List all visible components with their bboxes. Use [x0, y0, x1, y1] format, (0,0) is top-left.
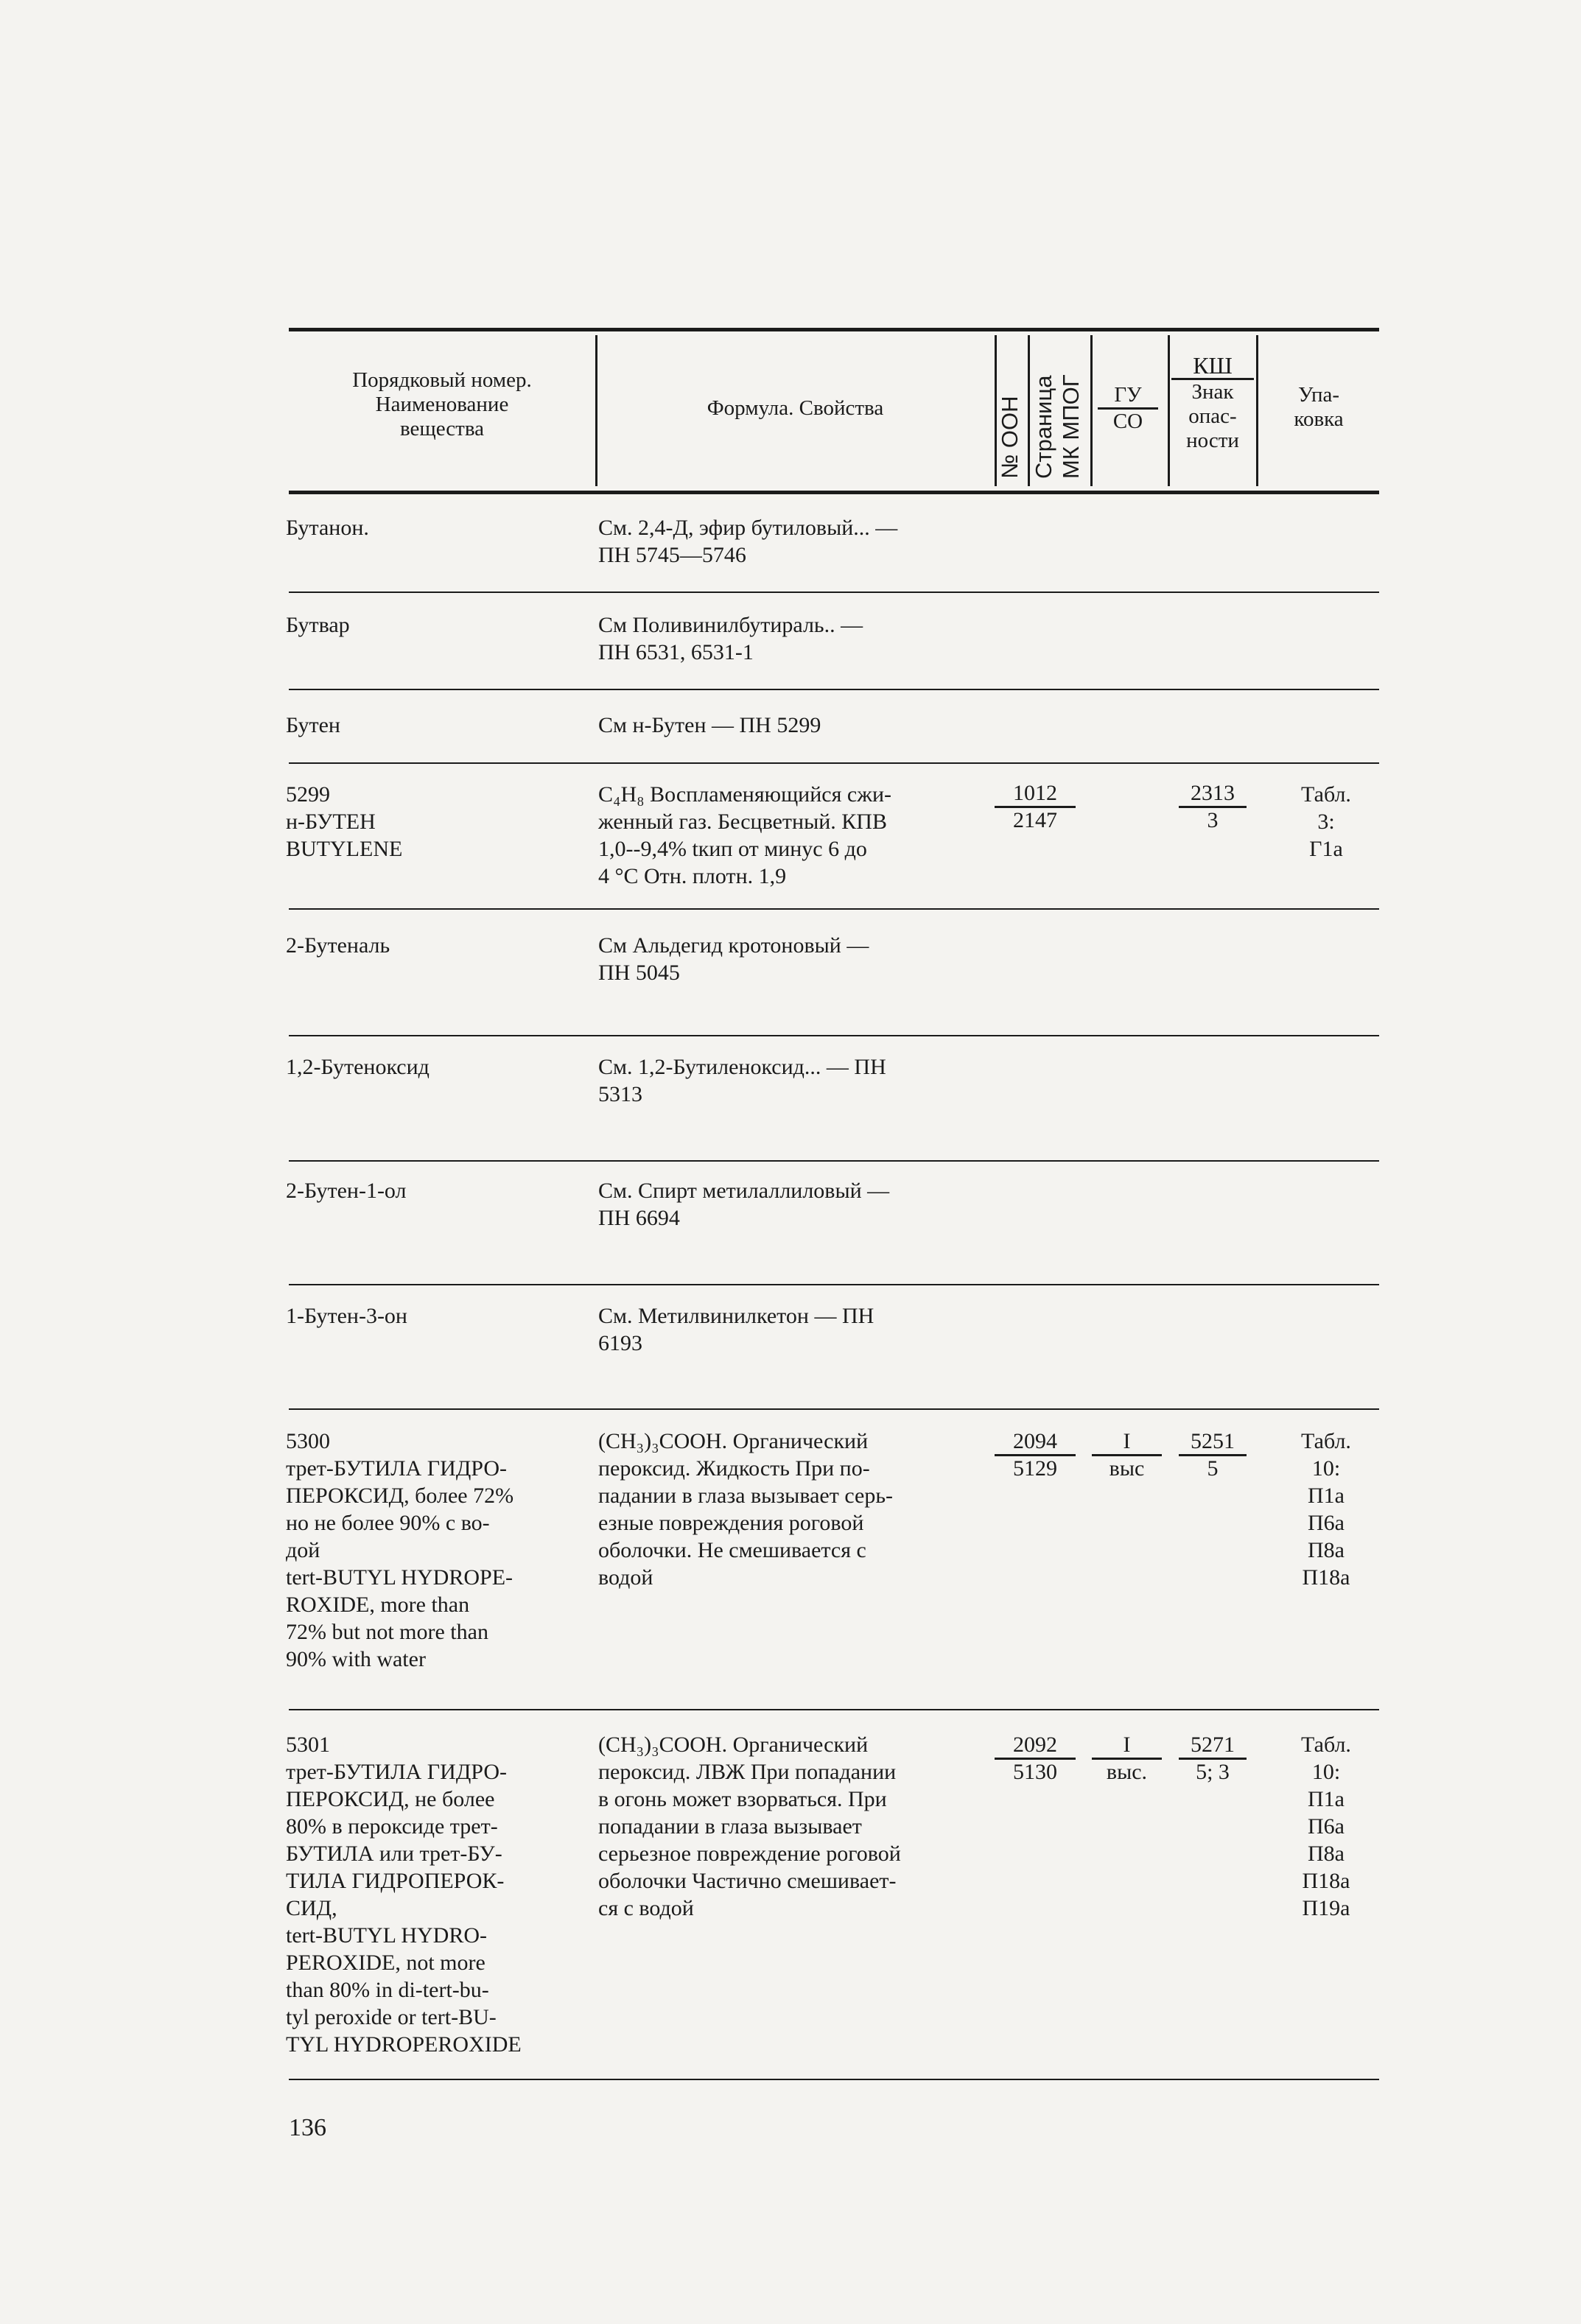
row-separator	[289, 908, 1379, 910]
gu-code	[1092, 1429, 1162, 1481]
entry-name	[286, 712, 589, 739]
packaging	[1282, 1428, 1370, 1591]
pack-line: П6а	[1308, 1814, 1345, 1839]
entry-name-line: трет-БУТИЛА ГИДРО-	[286, 1456, 507, 1481]
header-formula-column: Формула. Свойства	[707, 396, 884, 420]
gu-value: I	[1092, 1429, 1162, 1456]
ksh-code	[1179, 781, 1247, 833]
co-value: выс.	[1106, 1760, 1148, 1784]
header-ksh	[1171, 354, 1254, 453]
entry-prop-line: ПН 6531, 6531-1	[598, 640, 754, 664]
pack-line: 10:	[1311, 1760, 1341, 1784]
entry-name-line: 5299	[286, 782, 330, 807]
entry-prop-line: падании в глаза вызывает серь-	[598, 1484, 894, 1508]
entry-name-line: PEROXIDE, not more	[286, 1951, 485, 1975]
header-ksh-line: ности	[1186, 429, 1239, 452]
entry-name-line: но не более 90% с во-	[286, 1511, 490, 1535]
mk-page-value: 5129	[1013, 1456, 1057, 1481]
header-gu	[1098, 383, 1158, 434]
pack-line: Г1а	[1309, 837, 1343, 861]
entry-name-line: tyl peroxide or tert-BU-	[286, 2005, 497, 2029]
pack-line: П6а	[1308, 1511, 1345, 1535]
co-value: выс	[1109, 1456, 1145, 1481]
entry-name-line: Бутанон.	[286, 516, 369, 540]
page-number: 136	[289, 2114, 326, 2141]
entry-name-line: дой	[286, 1538, 320, 1562]
pack-line: П8а	[1308, 1842, 1345, 1866]
entry-properties	[598, 611, 996, 666]
entry-name-line: ПЕРОКСИД, не более	[286, 1787, 495, 1811]
mk-page-value: 2147	[1013, 808, 1057, 832]
pack-line: Табл.	[1301, 782, 1351, 807]
entry-name	[286, 1053, 589, 1081]
entry-prop-line: попадании в глаза вызывает	[598, 1814, 862, 1839]
entry-prop-line: пероксид. Жидкость При по-	[598, 1456, 870, 1481]
entry-prop-line: ся с водой	[598, 1896, 694, 1920]
header-page-line: МК МПОГ	[1058, 374, 1084, 479]
entry-name-line: tert-BUTYL HYDROPE-	[286, 1565, 513, 1590]
entry-name-line: TYL HYDROPEROXIDE	[286, 2032, 522, 2057]
entry-prop-line: пероксид. ЛВЖ При попадании	[598, 1760, 897, 1784]
pack-line: П19а	[1302, 1896, 1350, 1920]
ksh-value: 2313	[1179, 781, 1247, 808]
entry-prop-line: 1,0--9,4% tкип от минус 6 до	[598, 837, 867, 861]
entry-prop-line: См. Метилвинилкетон — ПН	[598, 1304, 874, 1328]
mk-page-value: 5130	[1013, 1760, 1057, 1784]
row-separator	[289, 1160, 1379, 1162]
entry-prop-line: См. 1,2-Бутиленоксид... — ПН	[598, 1055, 886, 1079]
header-ksh-line: Знак	[1191, 380, 1234, 404]
entry-prop-line: ПН 6694	[598, 1206, 680, 1230]
header-ksh-top: КШ	[1171, 354, 1254, 380]
entry-prop-line: ПН 5045	[598, 961, 680, 985]
entry-name-line: 5301	[286, 1733, 330, 1757]
header-pack	[1263, 383, 1374, 432]
entry-name-line: tert-BUTYL HYDRO-	[286, 1923, 488, 1948]
entry-properties	[598, 1302, 996, 1357]
pack-line: П18а	[1302, 1869, 1350, 1893]
pack-line: П18а	[1302, 1565, 1350, 1590]
entry-prop-line: оболочки. Не смешивается с	[598, 1538, 866, 1562]
entry-prop-line: женный газ. Бесцветный. КПВ	[598, 810, 887, 834]
pack-line: Табл.	[1301, 1733, 1351, 1757]
entry-prop-line: водой	[598, 1565, 653, 1590]
packaging	[1282, 1731, 1370, 1922]
entry-properties	[598, 514, 996, 569]
entry-properties	[598, 1428, 996, 1591]
row-separator	[289, 689, 1379, 690]
entry-prop-line: См. Спирт метилаллиловый —	[598, 1179, 890, 1203]
entry-properties	[598, 932, 996, 986]
header-gu-top: ГУ	[1098, 383, 1158, 410]
entry-properties	[598, 712, 996, 739]
entry-name-line: 1,2-Бутеноксид	[286, 1055, 430, 1079]
entry-prop-line: См н-Бутен — ПН 5299	[598, 713, 821, 737]
ksh-code	[1179, 1429, 1247, 1481]
entry-name-line: н-БУТЕН	[286, 810, 376, 834]
entry-name-line: BUTYLENE	[286, 837, 403, 861]
gu-code	[1092, 1733, 1162, 1785]
entry-prop-line: серьезное повреждение роговой	[598, 1842, 901, 1866]
entry-name	[286, 1731, 589, 2058]
entry-name-line: Бутвар	[286, 613, 350, 637]
hazard-sign-value: 5; 3	[1196, 1760, 1230, 1784]
row-separator	[289, 591, 1379, 593]
entry-prop-line: См Поливинилбутираль.. —	[598, 613, 863, 637]
header-divider	[1256, 335, 1258, 486]
entry-name	[286, 1302, 589, 1330]
entry-name-line: 72% but not more than	[286, 1620, 488, 1644]
header-pack-line: ковка	[1294, 407, 1344, 431]
header-divider	[1090, 335, 1093, 486]
pack-line: 10:	[1311, 1456, 1341, 1481]
entry-prop-line: (CH₃)₃COOH. Органический	[598, 1733, 869, 1757]
un-number-value: 2094	[995, 1429, 1076, 1456]
entry-name	[286, 611, 589, 639]
entry-prop-line: (CH₃)₃COOH. Органический	[598, 1429, 869, 1453]
entry-name-line: ROXIDE, more than	[286, 1593, 470, 1617]
header-ksh-bottom	[1171, 380, 1254, 453]
entry-prop-line: 4 °С Отн. плотн. 1,9	[598, 864, 787, 888]
header-top-rule	[289, 328, 1379, 331]
un-number	[995, 1733, 1076, 1785]
entry-name-line: 2-Бутеналь	[286, 933, 390, 958]
un-number	[995, 781, 1076, 833]
row-separator	[289, 1709, 1379, 1710]
pack-line: П1а	[1308, 1484, 1345, 1508]
entry-properties	[598, 1731, 996, 1922]
table-bottom-rule	[289, 2079, 1379, 2080]
header-page-mk	[1030, 375, 1084, 480]
header-un-number: № ООН	[997, 396, 1023, 479]
un-number-value: 2092	[995, 1733, 1076, 1760]
entry-name-line: 90% with water	[286, 1647, 426, 1671]
entry-prop-line: 5313	[598, 1082, 642, 1106]
header-page-line: Страница	[1031, 375, 1056, 479]
entry-name	[286, 1177, 589, 1204]
entry-name-line: 1-Бутен-3-он	[286, 1304, 407, 1328]
un-number	[995, 1429, 1076, 1481]
row-separator	[289, 1408, 1379, 1410]
header-divider	[1168, 335, 1170, 486]
entry-name	[286, 514, 589, 541]
pack-line: П1а	[1308, 1787, 1345, 1811]
entry-name-line: 80% в пероксиде трет-	[286, 1814, 498, 1839]
header-name-line: Порядковый номер.	[352, 368, 532, 392]
entry-name-line: СИД,	[286, 1896, 337, 1920]
hazard-sign-value: 5	[1207, 1456, 1219, 1481]
header-divider	[595, 335, 597, 486]
entry-properties	[598, 1177, 996, 1232]
entry-prop-line: оболочки Частично смешивает-	[598, 1869, 897, 1893]
entry-prop-line: ПН 5745—5746	[598, 543, 746, 567]
header-name-column	[295, 368, 589, 441]
header-pack-line: Упа-	[1297, 383, 1340, 407]
hazard-sign-value: 3	[1207, 808, 1219, 832]
header-name-line: Наименование	[375, 393, 509, 416]
pack-line: 3:	[1317, 810, 1335, 834]
entry-name-line: 2-Бутен-1-ол	[286, 1179, 407, 1203]
entry-name-line: ПЕРОКСИД, более 72%	[286, 1484, 514, 1508]
header-bottom-rule	[289, 491, 1379, 494]
pack-line: П8а	[1308, 1538, 1345, 1562]
entry-name-line: трет-БУТИЛА ГИДРО-	[286, 1760, 507, 1784]
header-name-line: вещества	[399, 417, 485, 440]
ksh-code	[1179, 1733, 1247, 1785]
un-number-value: 1012	[995, 781, 1076, 808]
row-separator	[289, 1035, 1379, 1036]
entry-name-line: БУТИЛА или трет-БУ-	[286, 1842, 502, 1866]
entry-name	[286, 781, 589, 863]
entry-prop-line: C₄H₈ Воспламеняющийся сжи-	[598, 782, 891, 807]
entry-name-line: 5300	[286, 1429, 330, 1453]
entry-prop-line: 6193	[598, 1331, 642, 1355]
packaging	[1282, 781, 1370, 863]
ksh-value: 5251	[1179, 1429, 1247, 1456]
entry-properties	[598, 1053, 996, 1108]
ksh-value: 5271	[1179, 1733, 1247, 1760]
entry-name-line: than 80% in di-tert-bu-	[286, 1978, 489, 2002]
pack-line: Табл.	[1301, 1429, 1351, 1453]
entry-name	[286, 1428, 589, 1673]
entry-prop-line: в огонь может взорваться. При	[598, 1787, 887, 1811]
entry-properties	[598, 781, 996, 890]
entry-prop-line: См. 2,4-Д, эфир бутиловый... —	[598, 516, 898, 540]
entry-name-line: ТИЛА ГИДРОПЕРОК-	[286, 1869, 505, 1893]
header-gu-bottom: СО	[1112, 410, 1143, 433]
entry-prop-line: См Альдегид кротоновый —	[598, 933, 869, 958]
row-separator	[289, 1284, 1379, 1285]
entry-prop-line: езные повреждения роговой	[598, 1511, 864, 1535]
header-ksh-line: опас-	[1188, 404, 1237, 428]
gu-value: I	[1092, 1733, 1162, 1760]
row-separator	[289, 762, 1379, 764]
entry-name	[286, 932, 589, 959]
entry-name-line: Бутен	[286, 713, 340, 737]
